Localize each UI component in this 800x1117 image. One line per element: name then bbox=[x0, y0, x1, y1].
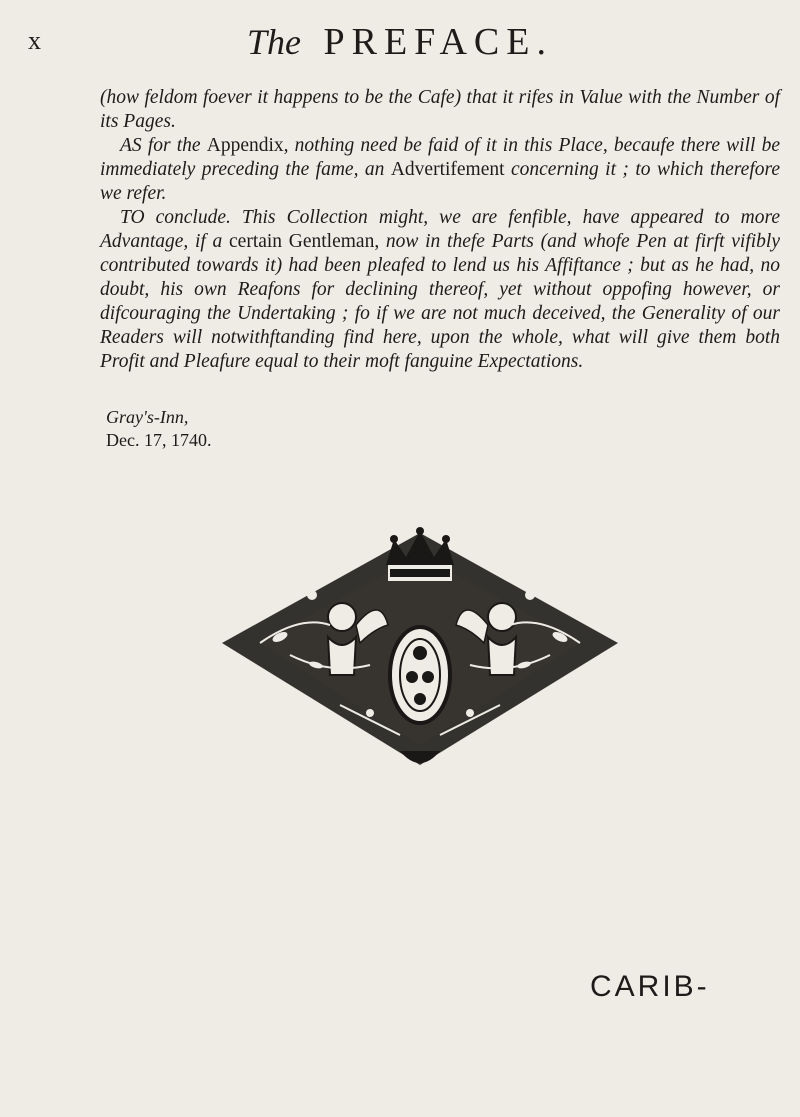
italic-text-run: a bbox=[212, 231, 223, 252]
italic-text-run: now in thefe Parts (and whofe Pen at firft vifibly contributed towards it) had been pleafed to lend us his Affiftance ; but as he had, no doubt, his own Reafons for declining thereof, yet without oppofing however, or difcouraging the Undertaking ; fo if we are not much deceived, the Generality of our Readers will notwithftanding find here, upon the whole, what will give them both Profit and Pleafure equal to their moft fanguine Expectations. bbox=[100, 231, 780, 372]
upright-text-run: certain Gentleman, bbox=[229, 231, 380, 252]
preface-body bbox=[100, 86, 780, 374]
italic-text-run: AS for the bbox=[120, 135, 207, 156]
paragraph bbox=[100, 206, 780, 374]
signoff bbox=[106, 406, 211, 452]
italic-text-run: , nothing need be faid of it in this Place, becaufe there will be immediately preceding the fame, an bbox=[100, 135, 780, 180]
running-head-the: The bbox=[246, 22, 301, 62]
upright-text-run: Advertifement bbox=[390, 159, 505, 180]
catchword: CARIB- bbox=[590, 970, 710, 1003]
signoff-place: Gray's-Inn, bbox=[106, 407, 189, 427]
paragraph bbox=[100, 86, 780, 134]
italic-text-run: (how feldom foever it happens to be the Cafe) that it rifes in Value with the Number of its Pages. bbox=[100, 87, 780, 132]
page-number: x bbox=[28, 26, 41, 55]
italic-text-run: TO conclude. This Collection might, we are fenfible, have appeared to more Advantage, if bbox=[100, 207, 780, 252]
running-head bbox=[0, 20, 800, 64]
running-head-title: PREFACE. bbox=[323, 21, 553, 63]
upright-text-run: Appendix bbox=[206, 135, 284, 156]
signoff-date: Dec. 17, 1740. bbox=[106, 430, 212, 450]
italic-text-run: concerning it ; to which therefore we refer. bbox=[100, 159, 781, 204]
page-header bbox=[0, 20, 800, 70]
paragraph bbox=[100, 134, 780, 206]
crowned-cherubs-floral-vignette-icon bbox=[220, 525, 620, 775]
italic-text-run bbox=[222, 231, 229, 252]
